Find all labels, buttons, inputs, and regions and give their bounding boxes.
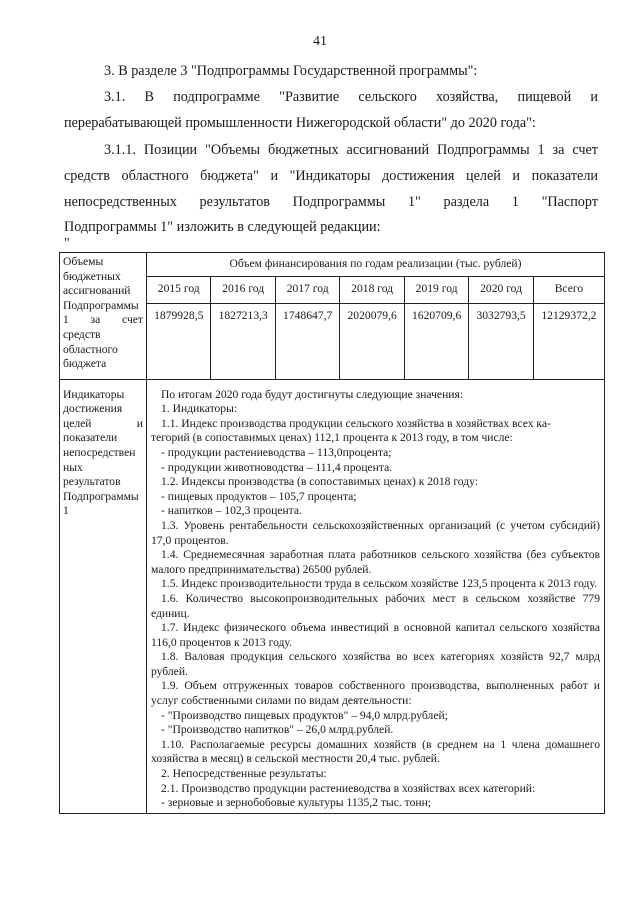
indicator-subitem: - "Производство пищевых продуктов" – 94,0 млрд.рублей; bbox=[161, 708, 448, 722]
year-header: 2019 год bbox=[404, 276, 468, 303]
indicator-item: 1.2. Индексы производства (в сопоставимых ценах) к 2018 году: bbox=[161, 475, 479, 489]
year-value: 1879928,5 bbox=[147, 303, 211, 379]
indicators-intro: По итогам 2020 года будут достигнуты следующие значения: bbox=[161, 387, 464, 401]
subprogram-paragraph-line-1: 3.1. В подпрограмме "Развитие сельского хозяйства, пищевой и bbox=[104, 89, 598, 105]
indicators-label-cell bbox=[60, 379, 147, 813]
opening-quote: " bbox=[64, 236, 70, 251]
indicator-subitem: - продукции животноводства – 111,4 процента. bbox=[161, 460, 393, 474]
section-paragraph: 3. В разделе 3 "Подпрограммы Государственной программы": bbox=[104, 63, 478, 79]
subprogram-paragraph-line-2: перерабатывающей промышленности Нижегородской области" до 2020 года": bbox=[64, 115, 536, 131]
budget-label-line: бюджета bbox=[63, 357, 107, 371]
indicator-item: 1.5. Индекс производительности труда в сельском хозяйстве 123,5 процента к 2013 году. bbox=[161, 577, 597, 591]
year-value: 3032793,5 bbox=[469, 303, 533, 379]
indicator-item: 1.4. Среднемесячная заработная плата работников сельского хозяйства (без субъектов малого предпринимательства) 26500 рублей. bbox=[151, 548, 600, 576]
indicators-label-line: результатов bbox=[63, 475, 121, 489]
indicator-item: 1.3. Уровень рентабельности сельскохозяйственных организаций (с учетом субсидий) 17,0 процентов. bbox=[151, 518, 600, 547]
page-number: 41 bbox=[313, 34, 327, 49]
year-value: 1620709,6 bbox=[404, 303, 468, 379]
budget-label-line: ассигнований bbox=[63, 284, 131, 298]
year-value: 1827213,3 bbox=[211, 303, 275, 379]
indicator-item: 1.10. Располагаемые ресурсы домашних хозяйств (в среднем на 1 члена домашнего хозяйства в месяц) в сельской местности 20,4 тыс. рублей. bbox=[151, 737, 600, 766]
budget-label-cell bbox=[60, 253, 147, 380]
financing-header: Объем финансирования по годам реализации (тыс. рублей) bbox=[147, 253, 605, 277]
year-header: 2015 год bbox=[147, 276, 211, 303]
indicators-label-line: 1 bbox=[63, 504, 69, 518]
indicators-label-line: достижения bbox=[63, 402, 123, 416]
indicators-content bbox=[147, 379, 605, 813]
budget-label-line: бюджетных bbox=[63, 269, 121, 283]
result-subitem: - зерновые и зернобобовые культуры 1135,2 тыс. тонн; bbox=[161, 796, 431, 810]
year-header: 2020 год bbox=[469, 276, 533, 303]
indicators-heading: 1. Индикаторы: bbox=[161, 402, 238, 416]
indicator-item: тегорий (в сопоставимых ценах) 112,1 процента к 2013 году, в том числе: bbox=[151, 431, 513, 445]
year-header: 2018 год bbox=[340, 276, 404, 303]
indicator-item: 1.9. Объем отгруженных товаров собственного производства, выполненных работ и услуг собственными силами по видам деятельности: bbox=[151, 679, 600, 708]
budget-label-line: средств bbox=[63, 327, 101, 341]
indicators-label-line: показатели bbox=[63, 431, 118, 445]
indicator-subitem: - пищевых продуктов – 105,7 процента; bbox=[161, 489, 357, 503]
budget-header-row bbox=[60, 253, 605, 277]
year-value: 1748647,7 bbox=[275, 303, 339, 379]
budget-label-line: областного bbox=[63, 342, 118, 356]
indicator-item: 1.7. Индекс физического объема инвестиций в основной капитал сельского хозяйства 116,0 процентов к 2013 году. bbox=[151, 621, 600, 649]
indicator-subitem: - продукции растениеводства – 113,0процента; bbox=[161, 445, 392, 459]
positions-paragraph-line-4: Подпрограммы 1" изложить в следующей редакции: bbox=[64, 219, 381, 235]
indicators-label-line: непосредствен bbox=[63, 445, 136, 459]
year-value: 2020079,6 bbox=[340, 303, 404, 379]
indicators-label-line: ных bbox=[63, 460, 83, 474]
budget-label-line: Объемы bbox=[63, 255, 104, 268]
positions-paragraph-line-2: средств областного бюджета" и "Индикаторы достижения целей и показатели bbox=[64, 168, 598, 184]
indicator-item: 1.6. Количество высокопроизводительных рабочих мест в сельском хозяйстве 779 единиц. bbox=[151, 591, 600, 620]
positions-paragraph-line-3: непосредственных результатов Подпрограммы 1" раздела 1 "Паспорт bbox=[64, 194, 598, 210]
indicators-label-line: Индикаторы bbox=[63, 387, 125, 401]
indicators-label-line: Подпрограммы bbox=[63, 489, 139, 503]
indicator-item: 1.8. Валовая продукция сельского хозяйства во всех категориях хозяйств 92,7 млрд рублей. bbox=[151, 650, 600, 678]
indicator-item: 1.1. Индекс производства продукции сельского хозяйства в хозяйствах всех ка- bbox=[161, 416, 551, 430]
indicator-subitem: - напитков – 102,3 процента. bbox=[161, 504, 302, 518]
total-value: 12129372,2 bbox=[533, 303, 604, 379]
total-header: Всего bbox=[533, 276, 604, 303]
result-item: 2.1. Производство продукции растениеводства в хозяйствах всех категорий: bbox=[161, 781, 536, 795]
passport-table bbox=[59, 252, 605, 814]
indicators-row bbox=[60, 379, 605, 813]
year-header: 2016 год bbox=[211, 276, 275, 303]
positions-paragraph-line-1: 3.1.1. Позиции "Объемы бюджетных ассигнований Подпрограммы 1 за счет bbox=[104, 142, 598, 158]
year-header: 2017 год bbox=[275, 276, 339, 303]
indicator-subitem: - "Производство напитков" – 26,0 млрд.рублей. bbox=[161, 723, 394, 737]
results-heading: 2. Непосредственные результаты: bbox=[161, 767, 327, 781]
budget-label-line: 1 за счет bbox=[63, 313, 143, 327]
budget-label-line: Подпрограммы bbox=[63, 298, 139, 312]
indicators-label-line: целей и bbox=[63, 416, 143, 430]
